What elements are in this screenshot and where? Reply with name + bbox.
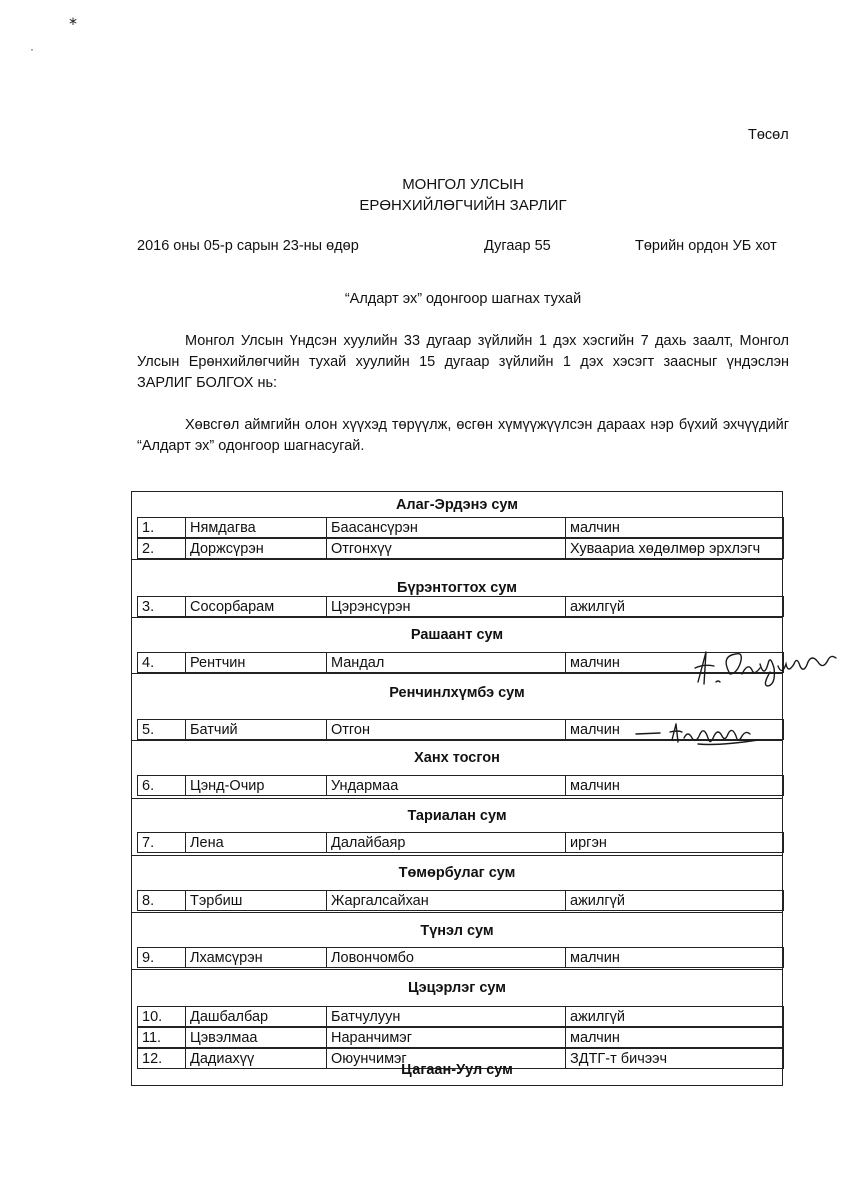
table-row (137, 947, 782, 968)
mother-name: Лена (185, 832, 326, 853)
section-header: Ренчинлхүмбэ сум (389, 685, 525, 701)
table-divider (132, 617, 782, 618)
occupation: иргэн (565, 832, 784, 853)
section-header: Төмөрбулаг сум (398, 865, 516, 881)
table-row (137, 538, 782, 559)
mother-name: Цэвэлмаа (185, 1027, 326, 1048)
mother-name: Лхамсүрэн (185, 947, 326, 968)
row-number: 6. (137, 775, 185, 796)
table-row (137, 832, 782, 853)
parent-name: Далайбаяр (326, 832, 565, 853)
occupation: малчин (565, 775, 784, 796)
occupation: ажилгүй (565, 596, 784, 617)
paragraph-award: Хөвсгөл аймгийн олон хүүхэд төрүүлж, өсгөн хүмүүжүүлсэн дараах нэр бүхий эхчүүдийг “Алдарт эх” одонгоор шагнасугай. (137, 417, 789, 454)
mother-name: Батчий (185, 719, 326, 740)
mother-name: Дашбалбар (185, 1006, 326, 1027)
section-header: Ханх тосгон (414, 750, 500, 766)
section-header: Цэцэрлэг сум (408, 980, 506, 996)
scan-mark: · (30, 42, 34, 56)
handwritten-signature (690, 644, 850, 690)
table-divider (132, 855, 782, 856)
occupation: малчин (565, 652, 784, 673)
occupation: малчин (565, 947, 784, 968)
row-number: 1. (137, 517, 185, 538)
section-header: Алаг-Эрдэнэ сум (395, 497, 519, 513)
row-number: 7. (137, 832, 185, 853)
table-divider (132, 559, 782, 560)
parent-name: Ловончомбо (326, 947, 565, 968)
section-header: Тариалан сум (407, 808, 507, 824)
table-row (137, 596, 782, 617)
mother-name: Нямдагва (185, 517, 326, 538)
parent-name: Жаргалсайхан (326, 890, 565, 911)
awardee-table (131, 491, 783, 1086)
section-header: Рашаант сум (410, 627, 504, 643)
mother-name: Дадиахүү (185, 1048, 326, 1069)
parent-name: Отгонхүү (326, 538, 565, 559)
parent-name: Наранчимэг (326, 1027, 565, 1048)
section-header: Түнэл сум (420, 923, 494, 939)
occupation: ажилгүй (565, 890, 784, 911)
draft-label: Төсөл (748, 127, 789, 143)
mother-name: Рентчин (185, 652, 326, 673)
row-number: 10. (137, 1006, 185, 1027)
parent-name: Ундармаа (326, 775, 565, 796)
section-header: Бүрэнтогтох сум (397, 580, 517, 596)
decree-place: Төрийн ордон УБ хот (635, 238, 777, 254)
mother-name: Цэнд-Очир (185, 775, 326, 796)
table-row (137, 890, 782, 911)
scan-mark: ∗ (68, 14, 79, 28)
decree-number: Дугаар 55 (484, 238, 551, 254)
section-header: Цагаан-Уул сум (401, 1062, 513, 1078)
table-row (137, 652, 782, 673)
parent-name: Оюунчимэг (326, 1048, 565, 1069)
mother-name: Тэрбиш (185, 890, 326, 911)
parent-name: Мандал (326, 652, 565, 673)
occupation: малчин (565, 1027, 784, 1048)
title-line-1: МОНГОЛ УЛСЫН (402, 176, 524, 193)
occupation: ажилгүй (565, 1006, 784, 1027)
parent-name: Батчулуун (326, 1006, 565, 1027)
row-number: 11. (137, 1027, 185, 1048)
table-row (137, 1027, 782, 1048)
parent-name: Цэрэнсүрэн (326, 596, 565, 617)
paragraph-legal-basis: Монгол Улсын Үндсэн хуулийн 33 дугаар зүйлийн 1 дэх хэсгийн 7 дахь заалт, Монгол Улсын Ерөнхийлөгчийн тухай хуулийн 15 дугаар зүйлийн 1 дэх хэсэгт заасныг үндэслэн ЗАРЛИГ БОЛГОХ нь: (137, 333, 789, 391)
row-number: 8. (137, 890, 185, 911)
decree-date: 2016 оны 05-р сарын 23-ны өдөр (137, 238, 359, 254)
table-row (137, 517, 782, 538)
parent-name: Отгон (326, 719, 565, 740)
decree-subject: “Алдарт эх” одонгоор шагнах тухай (344, 291, 582, 307)
title-line-2: ЕРӨНХИЙЛӨГЧИЙН ЗАРЛИГ (359, 197, 567, 214)
row-number: 9. (137, 947, 185, 968)
table-row (137, 775, 782, 796)
handwritten-signature (632, 718, 772, 748)
parent-name: Баасансүрэн (326, 517, 565, 538)
table-divider (132, 912, 782, 913)
table-row (137, 1006, 782, 1027)
occupation: малчин (565, 719, 784, 740)
mother-name: Доржсүрэн (185, 538, 326, 559)
row-number: 4. (137, 652, 185, 673)
row-number: 12. (137, 1048, 185, 1069)
table-divider (132, 673, 782, 674)
occupation: ЗДТГ-т бичээч (565, 1048, 784, 1069)
table-divider (132, 798, 782, 799)
row-number: 3. (137, 596, 185, 617)
table-divider (132, 969, 782, 970)
occupation: Хуваариа хөдөлмөр эрхлэгч (565, 538, 784, 559)
occupation: малчин (565, 517, 784, 538)
row-number: 5. (137, 719, 185, 740)
row-number: 2. (137, 538, 185, 559)
mother-name: Сосорбарам (185, 596, 326, 617)
